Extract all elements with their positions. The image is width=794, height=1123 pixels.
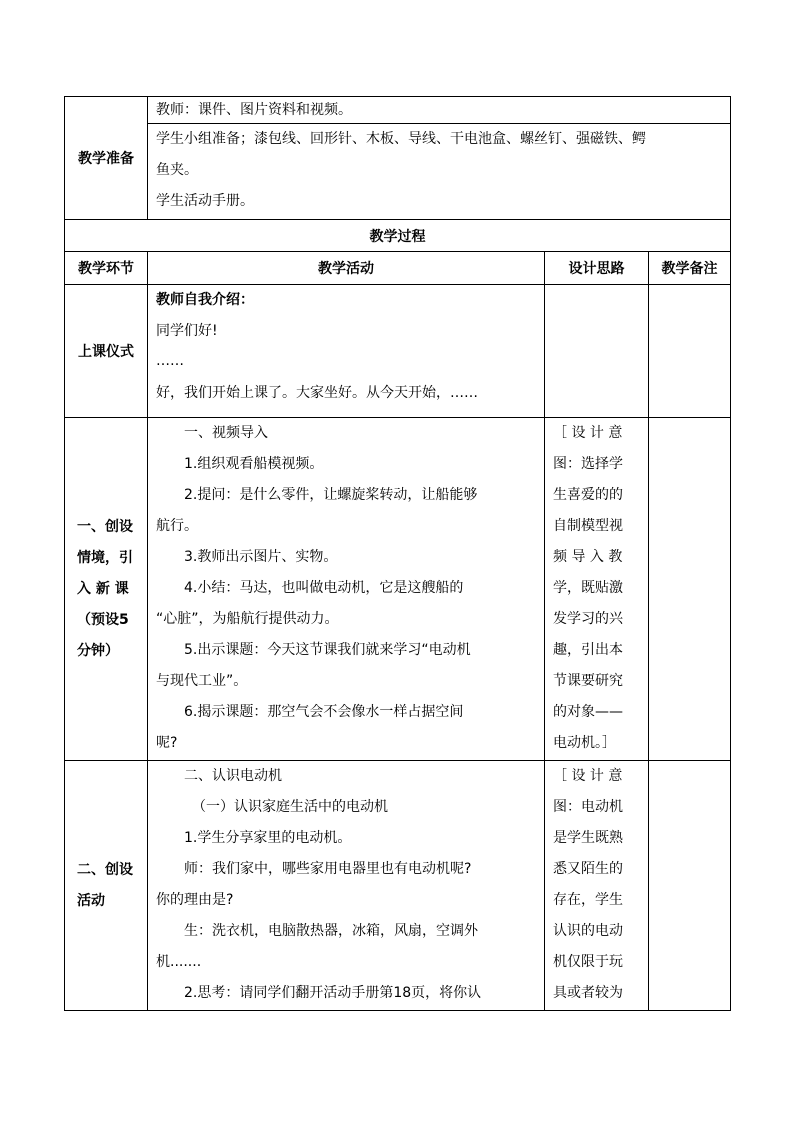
section2-line-2: 1.组织观看船模视频。 — [184, 456, 324, 472]
section2-label-line-4: （预设5 — [77, 611, 129, 628]
header-design-idea: 设计思路 — [545, 252, 649, 285]
section2-line-8: 5.出示课题：今天这节课我们就来学习“电动机 — [184, 642, 471, 658]
prep-student-line-3: 学生活动手册。 — [156, 193, 254, 209]
header-teaching-stage: 教学环节 — [65, 252, 148, 285]
section2-design-line-1: ［ 设 计 意 — [553, 425, 623, 441]
section2-label-line-1: 一、创设 — [77, 518, 133, 535]
section3-line-1: 二、认识电动机 — [184, 768, 282, 784]
section3-line-8: 2.思考：请同学们翻开活动手册第18页，将你认 — [184, 985, 482, 1001]
section3-design-line-2: 图：电动机 — [553, 799, 623, 815]
prep-label: 教学准备 — [65, 97, 148, 220]
section1-label: 上课仪式 — [65, 285, 148, 418]
header-teaching-notes: 教学备注 — [649, 252, 731, 285]
section2-line-9: 与现代工业”。 — [156, 673, 248, 689]
section2-design-line-7: 发学习的兴 — [553, 611, 623, 627]
section3-label — [65, 761, 148, 1011]
section2-design-line-6: 学，既贴激 — [553, 580, 623, 596]
section3-activity-cell — [148, 761, 545, 1011]
lesson-plan-document — [64, 96, 730, 1011]
section1-activity-cell — [148, 285, 545, 418]
lesson-plan-table — [64, 96, 731, 1011]
section2-label — [65, 418, 148, 761]
section2-line-1: 一、视频导入 — [184, 425, 268, 441]
section3-design-line-4: 悉又陌生的 — [553, 861, 623, 877]
section2-design-line-9: 节课要研究 — [553, 673, 623, 689]
section2-line-11: 呢? — [156, 735, 178, 751]
section1-line-4: 好，我们开始上课了。大家坐好。从今天开始，…… — [156, 385, 478, 401]
section3-design-line-3: 是学生既熟 — [553, 830, 623, 846]
section2-design-line-5: 频 导 入 教 — [553, 549, 623, 565]
section2-line-10: 6.揭示课题：那空气会不会像水一样占据空间 — [184, 704, 464, 720]
section1-line-2: 同学们好! — [156, 323, 218, 339]
section2-line-5: 3.教师出示图片、实物。 — [184, 549, 338, 565]
section2-line-3: 2.提问：是什么零件，让螺旋桨转动，让船能够 — [184, 487, 478, 503]
section2-design-line-10: 的对象—— — [553, 704, 623, 720]
section3-line-4: 师：我们家中，哪些家用电器里也有电动机呢? — [184, 861, 472, 877]
section2-label-line-3: 入 新 课 — [77, 580, 129, 597]
section3-notes-cell — [649, 761, 731, 1011]
section2-design-line-2: 图：选择学 — [553, 456, 623, 472]
section1-design-cell — [545, 285, 649, 418]
header-teaching-activity: 教学活动 — [148, 252, 545, 285]
section2-line-4: 航行。 — [156, 518, 198, 534]
section2-design-line-3: 生喜爱的的 — [553, 487, 623, 503]
section3-design-cell — [545, 761, 649, 1011]
section3-design-line-7: 机仅限于玩 — [553, 954, 623, 970]
section2-activity-cell — [148, 418, 545, 761]
section3-line-2: （一）认识家庭生活中的电动机 — [192, 799, 388, 815]
section1-line-3: …… — [156, 353, 184, 369]
prep-teacher-cell — [148, 97, 731, 124]
section3-line-5: 你的理由是? — [156, 892, 234, 908]
section2-line-7: “心脏”，为船航行提供动力。 — [156, 611, 339, 627]
section3-line-3: 1.学生分享家里的电动机。 — [184, 830, 352, 846]
section3-label-line-1: 二、创设 — [77, 861, 133, 878]
prep-teacher-text: 教师：课件、图片资料和视频。 — [156, 102, 352, 118]
section2-notes-cell — [649, 418, 731, 761]
section3-label-line-2: 活动 — [77, 892, 105, 909]
section3-design-line-6: 认识的电动 — [553, 923, 623, 939]
section1-line-1: 教师自我介绍： — [156, 292, 254, 308]
section2-label-line-5: 分钟） — [77, 642, 119, 659]
section3-line-6: 生：洗衣机，电脑散热器，冰箱，风扇，空调外 — [184, 923, 478, 939]
section2-design-line-11: 电动机。］ — [553, 735, 616, 751]
process-title: 教学过程 — [65, 220, 731, 252]
section2-design-line-4: 自制模型视 — [553, 518, 623, 534]
section2-design-cell — [545, 418, 649, 761]
section2-design-line-8: 趣，引出本 — [553, 642, 623, 658]
prep-student-line-2: 鱼夹。 — [156, 162, 198, 178]
section3-design-line-8: 具或者较为 — [553, 985, 623, 1001]
section3-design-line-5: 存在，学生 — [553, 892, 623, 908]
prep-student-cell — [148, 124, 731, 220]
section3-line-7: 机....... — [156, 954, 202, 970]
prep-student-line-1: 学生小组准备；漆包线、回形针、木板、导线、干电池盒、螺丝钉、强磁铁、鳄 — [156, 131, 646, 147]
section2-line-6: 4.小结：马达，也叫做电动机，它是这艘船的 — [184, 580, 464, 596]
section1-notes-cell — [649, 285, 731, 418]
section3-design-line-1: ［ 设 计 意 — [553, 768, 623, 784]
section2-label-line-2: 情境，引 — [77, 549, 133, 566]
